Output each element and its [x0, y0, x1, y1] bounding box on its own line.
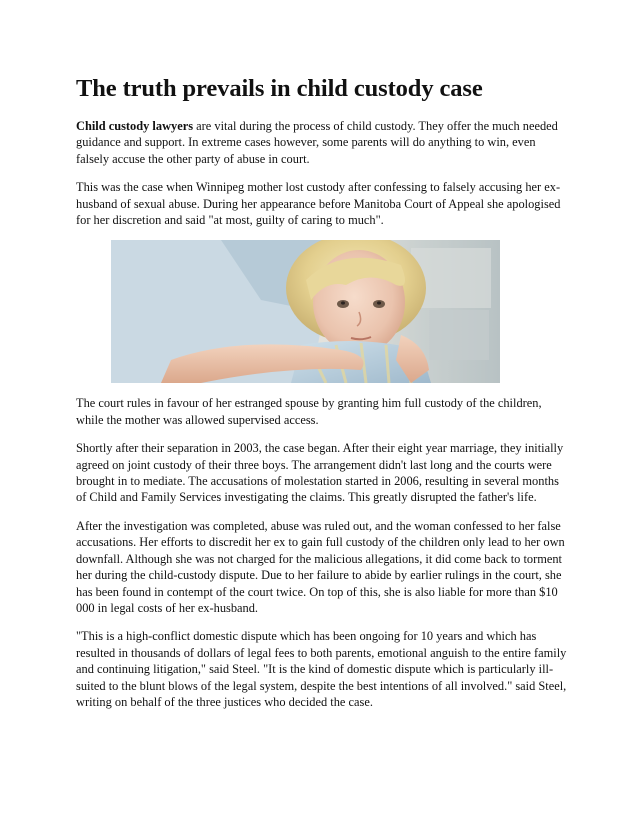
paragraph: After the investigation was completed, abuse was ruled out, and the woman confessed to her false accusations. Her efforts to discredit her ex to gain full custody of the children only lead to her own downfall. Although she was not charged for the malicious allegations, it did come back to torment her during the child-custody dispute. Due to her failure to abide by earlier rulings in the court, she has been found in contempt of the court twice. On top of this, she is also liable for more than $10 000 in legal costs of her ex-husband. [76, 518, 565, 615]
intro-paragraph [76, 118, 568, 167]
article-photo [111, 240, 500, 383]
paragraph: Shortly after their separation in 2003, the case began. After their eight year marriage, they initially agreed on joint custody of their three boys. The arrangement didn't last long and the courts were brought in to mediate. The accusations of molestation started in 2006, resulting in several months of Child and Family Services investigating the claims. This greatly disrupted the father's life. [76, 441, 564, 505]
paragraph: "This is a high-conflict domestic dispute which has been ongoing for 10 years and which has resulted in thousands of dollars of legal fees to both parents, emotional anguish to the entire family and continuing litigation," said Steel. "It is the kind of domestic dispute which is particularly ill-suited to the blunt blows of the legal system, despite the best intentions of all involved." said Steel, writing on behalf of the three justices who decided the case. [76, 629, 567, 709]
paragraph: This was the case when Winnipeg mother lost custody after confessing to falsely accusing her ex-husband of sexual abuse. During her appearance before Manitoba Court of Appeal she apologised for her discretion and said "at most, guilty of caring to much". [76, 180, 561, 228]
intro-bold-lead: Child custody lawyers [76, 119, 194, 133]
article-title: The truth prevails in child custody case [76, 75, 483, 102]
intro-text: are vital during the process of child custody. They offer the much needed guidance and support. In extreme cases however, some parents will do anything to win, even falsely accuse the other party of abuse in court. [76, 119, 558, 166]
paragraph: The court rules in favour of her estranged spouse by granting him full custody of the children, while the mother was allowed supervised access. [76, 396, 542, 427]
document-page [76, 74, 568, 722]
